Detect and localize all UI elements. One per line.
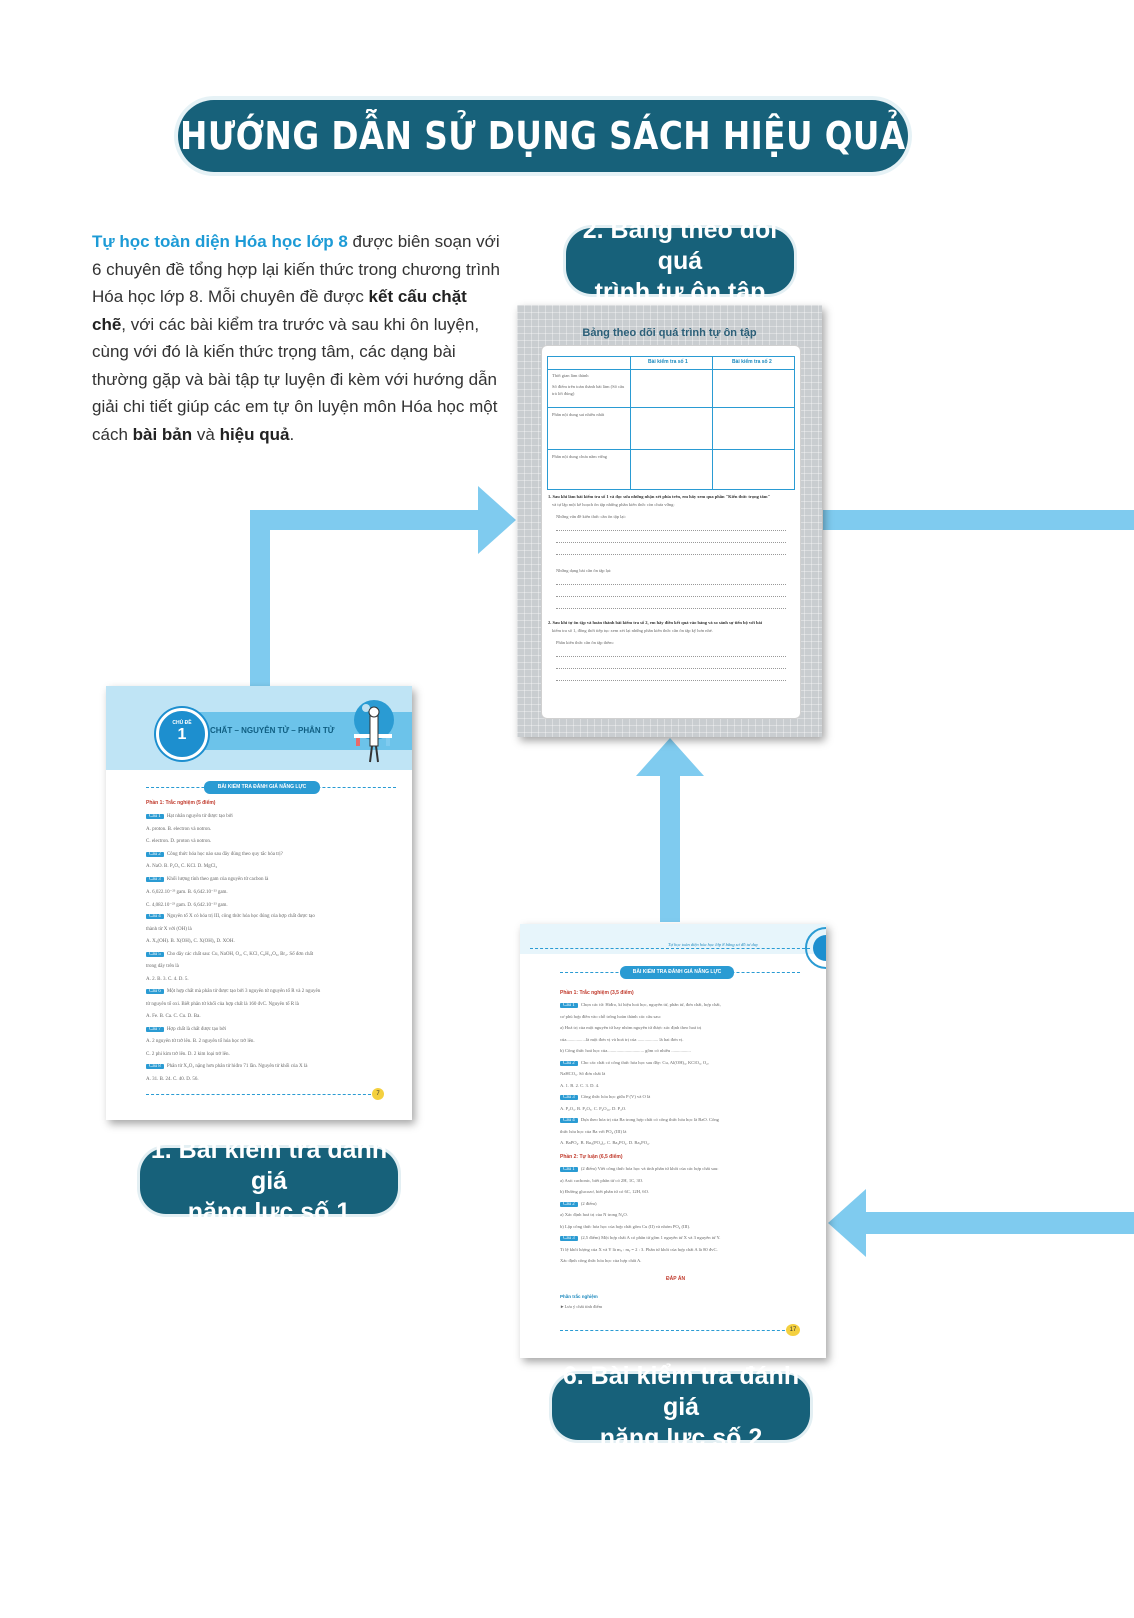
- tracking-card: [541, 345, 801, 719]
- question-text: a) Axit cacbonic, biết phân tử có 2H, 1C, 3O.: [560, 1177, 644, 1183]
- question-text: (2 điểm): [580, 1200, 597, 1206]
- question-line: [146, 839, 211, 844]
- question-text: A. 1. B. 2. C. 3. D. 4.: [560, 1082, 600, 1088]
- answer-line: [556, 596, 786, 597]
- tracking-heading: Bảng theo dõi quá trình tự ôn tập: [582, 327, 757, 339]
- running-header: Tự học toàn diện hóa học lớp 8 bằng sơ đồ tư duy: [668, 942, 758, 947]
- answer-part: Phần trắc nghiệm: [560, 1294, 598, 1299]
- chapter-badge-num: 1: [177, 726, 187, 743]
- question-text: a) Xác định hoá trị của N trong N₂O.: [560, 1212, 628, 1217]
- arrow-6-to-2-vertical: [660, 770, 680, 922]
- answer-title: ĐÁP ÁN: [666, 1276, 686, 1282]
- question-line: [146, 1039, 255, 1044]
- question-text: A. 2 nguyên tử trở lên. B. 2 nguyên tố hóa học trở lên.: [146, 1039, 255, 1044]
- question-text: Dựa theo hóa trị của Ba trong hợp chất có công thức hóa học là BaO. Công: [580, 1117, 719, 1122]
- question-tag: Câu 3: [560, 1236, 578, 1241]
- label-step-2-text: 2. Bảng theo dõi quá trình tự ôn tập: [582, 215, 778, 306]
- question-tag: Câu 2: [560, 1202, 578, 1207]
- arrow-1-to-2-horizontal: [250, 510, 485, 530]
- question-line: [146, 864, 217, 869]
- answer-line: [556, 680, 786, 681]
- question-text: A. 2. B. 3. C. 4. D. 5.: [146, 976, 189, 982]
- question-line: [560, 1201, 597, 1207]
- tracking-table: [547, 356, 795, 490]
- question-line: [146, 827, 211, 832]
- footer-rule: [146, 1094, 376, 1095]
- question-1-b: Những dạng bài cần ôn tập lại:: [556, 568, 612, 573]
- label-step-1-text: 1. Bài kiểm tra đánh giá năng lực số 1: [150, 1135, 388, 1226]
- title-banner: [178, 100, 908, 172]
- question-text: Tỉ lệ khối lượng của X và Y là mₓ : mᵧ = 2 : 3. Phân tử khối của hợp chất A là 80 đvC.: [560, 1246, 718, 1252]
- question-line: [560, 1129, 626, 1134]
- intro-bold-2: bài bản: [132, 424, 193, 444]
- part-title: Phần 1: Trắc nghiệm (5 điểm): [146, 800, 216, 806]
- chapter-badge: [156, 708, 208, 760]
- arrow-head-left: [826, 1189, 866, 1257]
- intro-highlight: Tự học toàn diện Hóa học lớp 8: [92, 232, 348, 251]
- question-text: a) Hoá trị của một nguyên tử hay nhóm nguyên tử được xác định theo hoá trị: [560, 1025, 702, 1030]
- answer-note: ►Lưu ý chất tính điểm: [560, 1304, 603, 1309]
- arrow-head-up: [636, 738, 704, 778]
- corner-circle-decoration: [798, 924, 826, 974]
- question-line: [560, 1178, 643, 1183]
- question-line: [560, 1048, 691, 1053]
- page-number: 7: [372, 1088, 384, 1100]
- question-2: 2. Sau khi tự ôn tập và hoàn thành bài kiểm tra số 2, em hãy điền kết quả vào bảng và so sánh sự tiến bộ với bài: [548, 620, 762, 625]
- question-text: A. 6,022.10⁻²³ gam. B. 6,642.10⁻²³ gam.: [146, 890, 228, 895]
- table-row-label: Thời gian làm thành: [552, 373, 589, 378]
- question-tag: Câu 7: [146, 1027, 164, 1032]
- question-line: [146, 914, 315, 919]
- answer-line: [556, 668, 786, 669]
- question-tag: Câu 5: [146, 952, 164, 957]
- label-step-1: [140, 1135, 398, 1226]
- question-text: Chọn các từ: Hiđro, kí hiệu hoá học, nguyên tử, phân tử, đơn chất, hợp chất,: [580, 1002, 721, 1007]
- question-tag: Câu 2: [146, 852, 164, 857]
- question-text: thức hóa học của Ba với PO₄ (III) là: [560, 1128, 627, 1134]
- question-text: thành từ X với (OH) là: [146, 926, 192, 932]
- question-text: Khối lượng tính theo gam của nguyên tử cacbon là: [166, 876, 269, 882]
- question-text: Cho các chất có công thức hóa học sau đây: Cu, Al(OH)₃, KClO₃, O₂,: [580, 1059, 709, 1065]
- question-text: Xác định công thức hóa học của hợp chất A.: [560, 1258, 642, 1263]
- table-col-2: Bài kiểm tra số 2: [732, 359, 772, 365]
- question-tag: Câu 1: [560, 1167, 578, 1172]
- chapter-title: CHẤT – NGUYÊN TỬ – PHÂN TỬ: [210, 726, 335, 735]
- answer-line: [556, 656, 786, 657]
- question-text: A. NaO. B. P₂O₅ C. KCl. D. MgCl₂: [146, 864, 218, 869]
- section-title: BÀI KIỂM TRA ĐÁNH GIÁ NĂNG LỰC: [204, 781, 320, 794]
- question-text: A. X₃(OH). B. X(OH)₃ C. X(OH)₂ D. XOH.: [146, 939, 235, 944]
- question-line: [146, 1064, 307, 1069]
- question-line: [146, 1052, 230, 1057]
- table-row-line: [548, 449, 794, 450]
- question-line: [146, 1027, 226, 1032]
- page-tracking-sheet: [517, 305, 822, 737]
- question-line: [146, 852, 283, 857]
- question-line: [560, 1025, 701, 1030]
- arrow-head-right: [478, 486, 518, 554]
- question-line: [560, 1117, 719, 1123]
- question-text: A. BaPO₄. B. Ba₃(PO₄)₂. C. Ba₂PO₄. D. Ba₃PO₄.: [560, 1140, 650, 1145]
- scientist-illustration: [344, 696, 404, 764]
- question-text: Cho dãy các chất sau: Cu, NaOH, O₂, C, KCl, C₆H₁₂O₆, Br₂. Số đơn chất: [166, 951, 314, 957]
- question-text: Công thức hóa học nào sau đây đúng theo quy tắc hóa trị?: [166, 851, 283, 857]
- question-tag: Câu 6: [146, 989, 164, 994]
- question-text: NaHCO₃. Số đơn chất là: [560, 1071, 606, 1076]
- question-text: trong dãy trên là: [146, 964, 179, 969]
- question-text: (2 điểm) Viết công thức hóa học và tính phân tử khối của các hợp chất sau:: [580, 1166, 719, 1171]
- question-text: Hợp chất là chất được tạo bởi: [166, 1026, 227, 1032]
- header-rule: [530, 948, 810, 949]
- table-row-label: Số điểm trên toàn thành bài làm (Số câu trả lời đúng): [552, 384, 625, 396]
- question-line: [560, 1258, 641, 1263]
- question-text: của.................là một đơn vị và hoá trị của .................. là hai đơn vị.: [560, 1036, 684, 1042]
- question-text: C. 2 phi kim trở lên. D. 2 kim loại trở lên.: [146, 1051, 230, 1057]
- question-line: [146, 1077, 199, 1082]
- intro-text-2: , với các bài kiểm tra trước và sau khi ôn luyện, cùng với đó là kiến thức trọng tâm, các dạng bài thường gặp và bài tập tự luyện đi kèm với hướng dẫn giải chi tiết giúp các em tự ôn luyện môn Hóa học một cách: [92, 314, 498, 444]
- question-line: [560, 1140, 650, 1145]
- question-line: [146, 889, 228, 895]
- question-text: b) Công thức hoá học của................................ gồm có nhiều .................: [560, 1048, 691, 1053]
- question-text: b) Đường glucozơ, biết phân tử có 6C, 12H, 6O.: [560, 1189, 650, 1194]
- question-text: Phân tử X₂O₃ nặng hơn phân tử hiđro 71 lần. Nguyên tử khối của X là: [166, 1064, 308, 1069]
- page-header-band: [520, 924, 826, 954]
- table-row-label: Phần nội dung chưa nắm vững: [552, 454, 607, 459]
- question-line: [560, 1037, 684, 1042]
- question-text: C. 4,082.10⁻²³ gam. D. 6,642.10⁻²³ gam.: [146, 902, 228, 908]
- table-divider: [712, 357, 713, 489]
- question-line: [560, 1224, 690, 1229]
- arrow-1-to-2-vertical: [250, 510, 270, 690]
- question-line: [560, 1060, 709, 1066]
- question-tag: Câu 3: [560, 1095, 578, 1100]
- question-tag: Câu 1: [146, 814, 164, 819]
- question-line: [146, 1014, 201, 1019]
- question-line: [560, 1002, 721, 1008]
- question-line: [146, 927, 192, 932]
- question-text: b) Lập công thức hóa học của hợp chất gồm Cu (II) và nhóm PO₄ (III).: [560, 1223, 691, 1229]
- arrow-left-entry: [862, 1212, 1134, 1234]
- page-test-1: [106, 686, 412, 1120]
- question-1-a: Những vấn đề kiến thức cần ôn tập lại:: [556, 514, 626, 519]
- page-number: 17: [786, 1324, 800, 1336]
- question-text: A. P₂O₃. B. P₂O₅. C. P₄O₁₀. D. P₂O.: [560, 1105, 627, 1111]
- question-tag: Câu 8: [146, 1064, 164, 1069]
- arrow-right-exit: [823, 510, 1134, 530]
- label-step-6: [552, 1361, 810, 1452]
- table-col-1: Bài kiểm tra số 1: [648, 359, 688, 365]
- page-test-2: [520, 924, 826, 1358]
- question-line: [560, 1235, 720, 1241]
- question-line: [560, 1083, 599, 1088]
- question-line: [560, 1094, 650, 1100]
- table-row-line: [548, 407, 794, 408]
- question-text: Hạt nhân nguyên tử được tạo bởi: [166, 814, 233, 819]
- question-2-a: Phần kiến thức cần ôn tập thêm:: [556, 640, 614, 645]
- part-1-title: Phần 1: Trắc nghiệm (3,5 điểm): [560, 990, 634, 996]
- question-line: [560, 1166, 719, 1172]
- question-line: [146, 977, 189, 982]
- question-line: [560, 1247, 718, 1252]
- question-text: C. electron. D. proton và notron.: [146, 839, 212, 844]
- answer-line: [556, 530, 786, 531]
- part-2-title: Phần 2: Tự luận (6,5 điểm): [560, 1154, 623, 1160]
- question-line: [560, 1212, 628, 1217]
- intro-text-1: được biên soạn với 6 chuyên đề tổng hợp lại kiến thức trong chương trình Hóa học lớp 8. Mỗi chuyên đề được: [92, 232, 500, 306]
- question-line: [146, 814, 233, 819]
- answer-line: [556, 554, 786, 555]
- question-line: [146, 1002, 299, 1007]
- label-step-6-text: 6. Bài kiểm tra đánh giá năng lực số 2: [562, 1361, 800, 1452]
- question-text: (2,5 điểm) Một hợp chất A có phân tử gồm 1 nguyên tử X và 3 nguyên tử Y.: [580, 1235, 721, 1240]
- question-line: [560, 1189, 649, 1194]
- question-text: cơ phù hợp điền vào chỗ trống hoàn thành các câu sau:: [560, 1013, 661, 1019]
- answer-line: [556, 608, 786, 609]
- question-tag: Câu 4: [560, 1118, 578, 1123]
- question-text: Một hợp chất mà phân tử được tạo bởi 3 nguyên tử nguyên tố R và 2 nguyên: [166, 989, 321, 994]
- question-tag: Câu 1: [560, 1003, 578, 1008]
- question-line: [560, 1106, 626, 1111]
- question-line: [146, 964, 179, 969]
- section-title: BÀI KIỂM TRA ĐÁNH GIÁ NĂNG LỰC: [620, 966, 734, 979]
- intro-text-4: .: [289, 424, 295, 444]
- table-divider: [630, 357, 631, 489]
- chapter-badge-top: CHỦ ĐỀ: [172, 720, 192, 726]
- question-text: A. 31. B. 24. C. 40. D. 56.: [146, 1076, 199, 1082]
- question-1-cont: và tự lập một kế hoạch ôn tập những phần kiến thức còn chưa vững:: [552, 502, 675, 507]
- question-2-cont: kiểm tra số 1, đồng thời tiếp tục xem xét lại những phần kiến thức cần ôn tập kỹ hơn nhé.: [552, 628, 713, 633]
- answer-line: [556, 542, 786, 543]
- question-line: [146, 939, 235, 944]
- footer-rule: [560, 1330, 790, 1331]
- page-title: HƯỚNG DẪN SỬ DỤNG SÁCH HIỆU QUẢ: [180, 114, 906, 158]
- question-text: A. Fe. B. Ca. C. Cu. D. Ba.: [146, 1014, 201, 1019]
- question-text: Nguyên tố X có hóa trị III, công thức hóa học đúng của hợp chất được tạo: [166, 914, 315, 919]
- question-text: tử nguyên tố oxi. Biết phân tử khối của hợp chất là 160 đvC. Nguyên tố R là: [146, 1001, 299, 1007]
- question-line: [560, 1014, 661, 1019]
- question-tag: Câu 3: [146, 877, 164, 882]
- intro-bold-3: hiệu quả: [219, 424, 290, 444]
- question-line: [146, 902, 228, 908]
- question-1: 1. Sau khi làm bài kiểm tra số 1 và đọc sửa những nhận xét phía trên, em hãy xem qua phần "Kiến thức trọng tâm": [548, 494, 770, 499]
- intro-paragraph: [92, 228, 500, 448]
- question-line: [146, 952, 313, 957]
- intro-text-3: và: [192, 424, 220, 444]
- label-step-2: [566, 215, 794, 306]
- answer-line: [556, 584, 786, 585]
- question-text: Công thức hóa học giữa P (V) và O là: [580, 1094, 651, 1099]
- question-line: [560, 1071, 605, 1076]
- question-tag: Câu 4: [146, 914, 164, 919]
- intro-bold-1: kết cấu chặt chẽ: [92, 287, 467, 334]
- question-line: [146, 877, 268, 882]
- question-line: [146, 989, 320, 994]
- question-text: A. proton. B. electron và notron.: [146, 826, 212, 832]
- question-tag: Câu 2: [560, 1061, 578, 1066]
- table-row-label: Phần nội dung sai nhiều nhất: [552, 412, 605, 417]
